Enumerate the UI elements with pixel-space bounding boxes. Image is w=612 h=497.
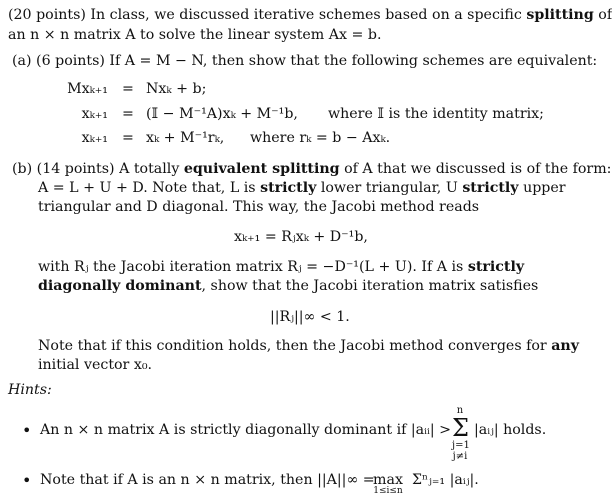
problem-intro-line2: an n × n matrix A to solve the linear system Ax = b.	[8, 27, 382, 43]
part-b-line1	[12, 160, 611, 179]
intro-text: (20 points) In class, we discussed iterative schemes based on a specific	[8, 7, 522, 23]
part-b-line3: triangular and D diagonal. This way, the Jacobi method reads	[38, 199, 480, 215]
problem-intro-line1	[8, 6, 612, 25]
intro-bold: splitting	[526, 7, 594, 23]
hint2-text-b: Σⁿⱼ₌₁ |aᵢⱼ|.	[412, 472, 479, 488]
note-line1-a: Note that if this condition holds, then the Jacobi method converges for	[38, 338, 547, 354]
part-b-line4-bold: strictly	[467, 259, 525, 275]
hint2-max: max	[373, 472, 403, 488]
intro-after: of	[598, 7, 612, 23]
hint1-bullet: •	[22, 421, 32, 440]
eq1-lhs: Mxₖ₊₁	[67, 81, 108, 97]
hint1-text-b: |aᵢⱼ| holds.	[474, 422, 547, 438]
part-b-line1-b: of A that we discussed is of the form:	[344, 161, 612, 177]
note-line1	[38, 337, 579, 356]
hint2-bullet: •	[22, 471, 32, 490]
part-b-line2-bold1: strictly	[260, 180, 317, 196]
eq3-rhs: xₖ + M⁻¹rₖ,	[146, 130, 225, 146]
eq2-rhs: (𝕀 − M⁻¹A)xₖ + M⁻¹b,	[146, 106, 298, 122]
part-b-line4	[38, 258, 524, 277]
hint1-text-a: An n × n matrix A is strictly diagonally dominant if |aᵢᵢ| >	[40, 422, 452, 438]
hints-title: Hints:	[8, 382, 52, 398]
eq3-lhs: xₖ₊₁	[81, 130, 108, 146]
hint1-sum-bottom1: j=1	[452, 440, 470, 451]
part-a-text: (a) (6 points) If A = M − N, then show that the following schemes are equivalent:	[12, 53, 598, 69]
eq2-note: where 𝕀 is the identity matrix;	[328, 106, 544, 122]
hint1-sum-top: n	[456, 405, 464, 416]
part-b-line5	[38, 277, 538, 296]
part-b-line2-b: lower triangular, U	[320, 180, 458, 196]
part-b-line2-a: A = L + U + D. Note that, L is	[38, 180, 256, 196]
eq1-sign: =	[122, 81, 134, 97]
eq2-sign: =	[122, 106, 134, 122]
part-b-line2-bold2: strictly	[462, 180, 519, 196]
eq3-note: where rₖ = b − Axₖ.	[250, 130, 391, 146]
part-b-line2	[38, 179, 566, 198]
hint2-max-sub: 1≤i≤n	[373, 486, 403, 496]
sigma-icon: Σ	[452, 414, 469, 442]
note-line1-bold: any	[551, 338, 579, 354]
hint2-text-a: Note that if A is an n × n matrix, then ||A||∞ =	[40, 472, 375, 488]
eq2-lhs: xₖ₊₁	[81, 106, 108, 122]
jacobi-equation: xₖ₊₁ = Rⱼxₖ + D⁻¹b,	[234, 229, 368, 245]
hint1-sum-bottom2: j≠i	[452, 451, 468, 462]
part-b-line1-bold: equivalent splitting	[183, 161, 340, 177]
hint1-sum	[452, 405, 468, 462]
eq1-rhs: Nxₖ + b;	[146, 81, 207, 97]
note-line2: initial vector x₀.	[38, 357, 153, 373]
part-b-line5-b: , show that the Jacobi iteration matrix satisfies	[201, 278, 539, 294]
part-b-line1-a: (b) (14 points) A totally	[12, 161, 180, 177]
eq3-sign: =	[122, 130, 134, 146]
part-b-line5-bold: diagonally dominant	[38, 278, 202, 294]
part-b-line4-a: with Rⱼ the Jacobi iteration matrix Rⱼ = −D⁻¹(L + U). If A is	[38, 259, 464, 275]
norm-equation: ||Rⱼ||∞ < 1.	[270, 309, 350, 325]
part-b-line2-c: upper	[523, 180, 566, 196]
